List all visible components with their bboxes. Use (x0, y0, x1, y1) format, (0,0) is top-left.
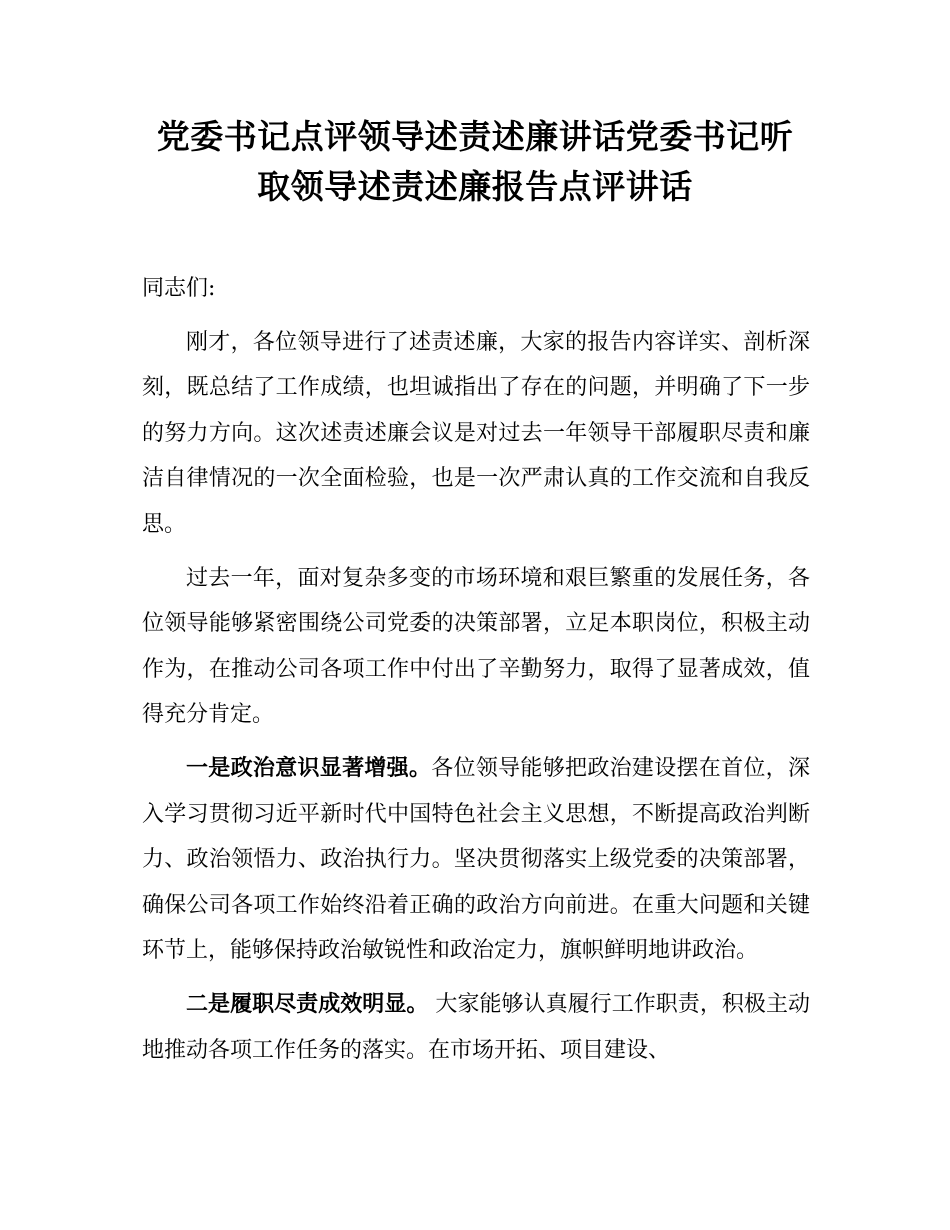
paragraph-2 (142, 556, 810, 738)
document-title (130, 112, 820, 212)
paragraph-1 (142, 320, 810, 548)
paragraph-lead: 一是政治意识显著增强。 (186, 754, 432, 781)
salutation: 同志们: (142, 276, 216, 301)
document-body (142, 266, 810, 1081)
paragraph-lead: 二是履职尽责成效明显。 (186, 990, 429, 1017)
title-line-2: 取领导述责述廉报告点评讲话 (257, 167, 693, 206)
paragraph-text: 大家能够认真履行工作职责，积极主动地推动各项工作任务的落实。在市场开拓、项目建设、 (142, 991, 810, 1063)
title-line-1: 党委书记点评领导述责述廉讲话党委书记听 (156, 117, 794, 156)
paragraph-text: 各位领导能够把政治建设摆在首位，深入学习贯彻习近平新时代中国特色社会主义思想，不断提高政治判断力、政治领悟力、政治执行力。坚决贯彻落实上级党委的决策部署，确保公司各项工作始终沿着正确的政治方向前进。在重大问题和关键环节上，能够保持政治敏锐性和政治定力，旗帜鲜明地讲政治。 (142, 755, 810, 964)
paragraph-text: 刚才，各位领导进行了述责述廉，大家的报告内容详实、剖析深刻，既总结了工作成绩，也坦诚指出了存在的问题，并明确了下一步的努力方向。这次述责述廉会议是对过去一年领导干部履职尽责和廉洁自律情况的一次全面检验，也是一次严肃认真的工作交流和自我反思。 (142, 329, 810, 537)
paragraph-4 (142, 982, 810, 1073)
paragraph-text: 过去一年，面对复杂多变的市场环境和艰巨繁重的发展任务，各位领导能够紧密围绕公司党委的决策部署，立足本职岗位，积极主动作为，在推动公司各项工作中付出了辛勤努力，取得了显著成效，值得充分肯定。 (142, 565, 810, 728)
paragraph-3 (142, 746, 810, 974)
